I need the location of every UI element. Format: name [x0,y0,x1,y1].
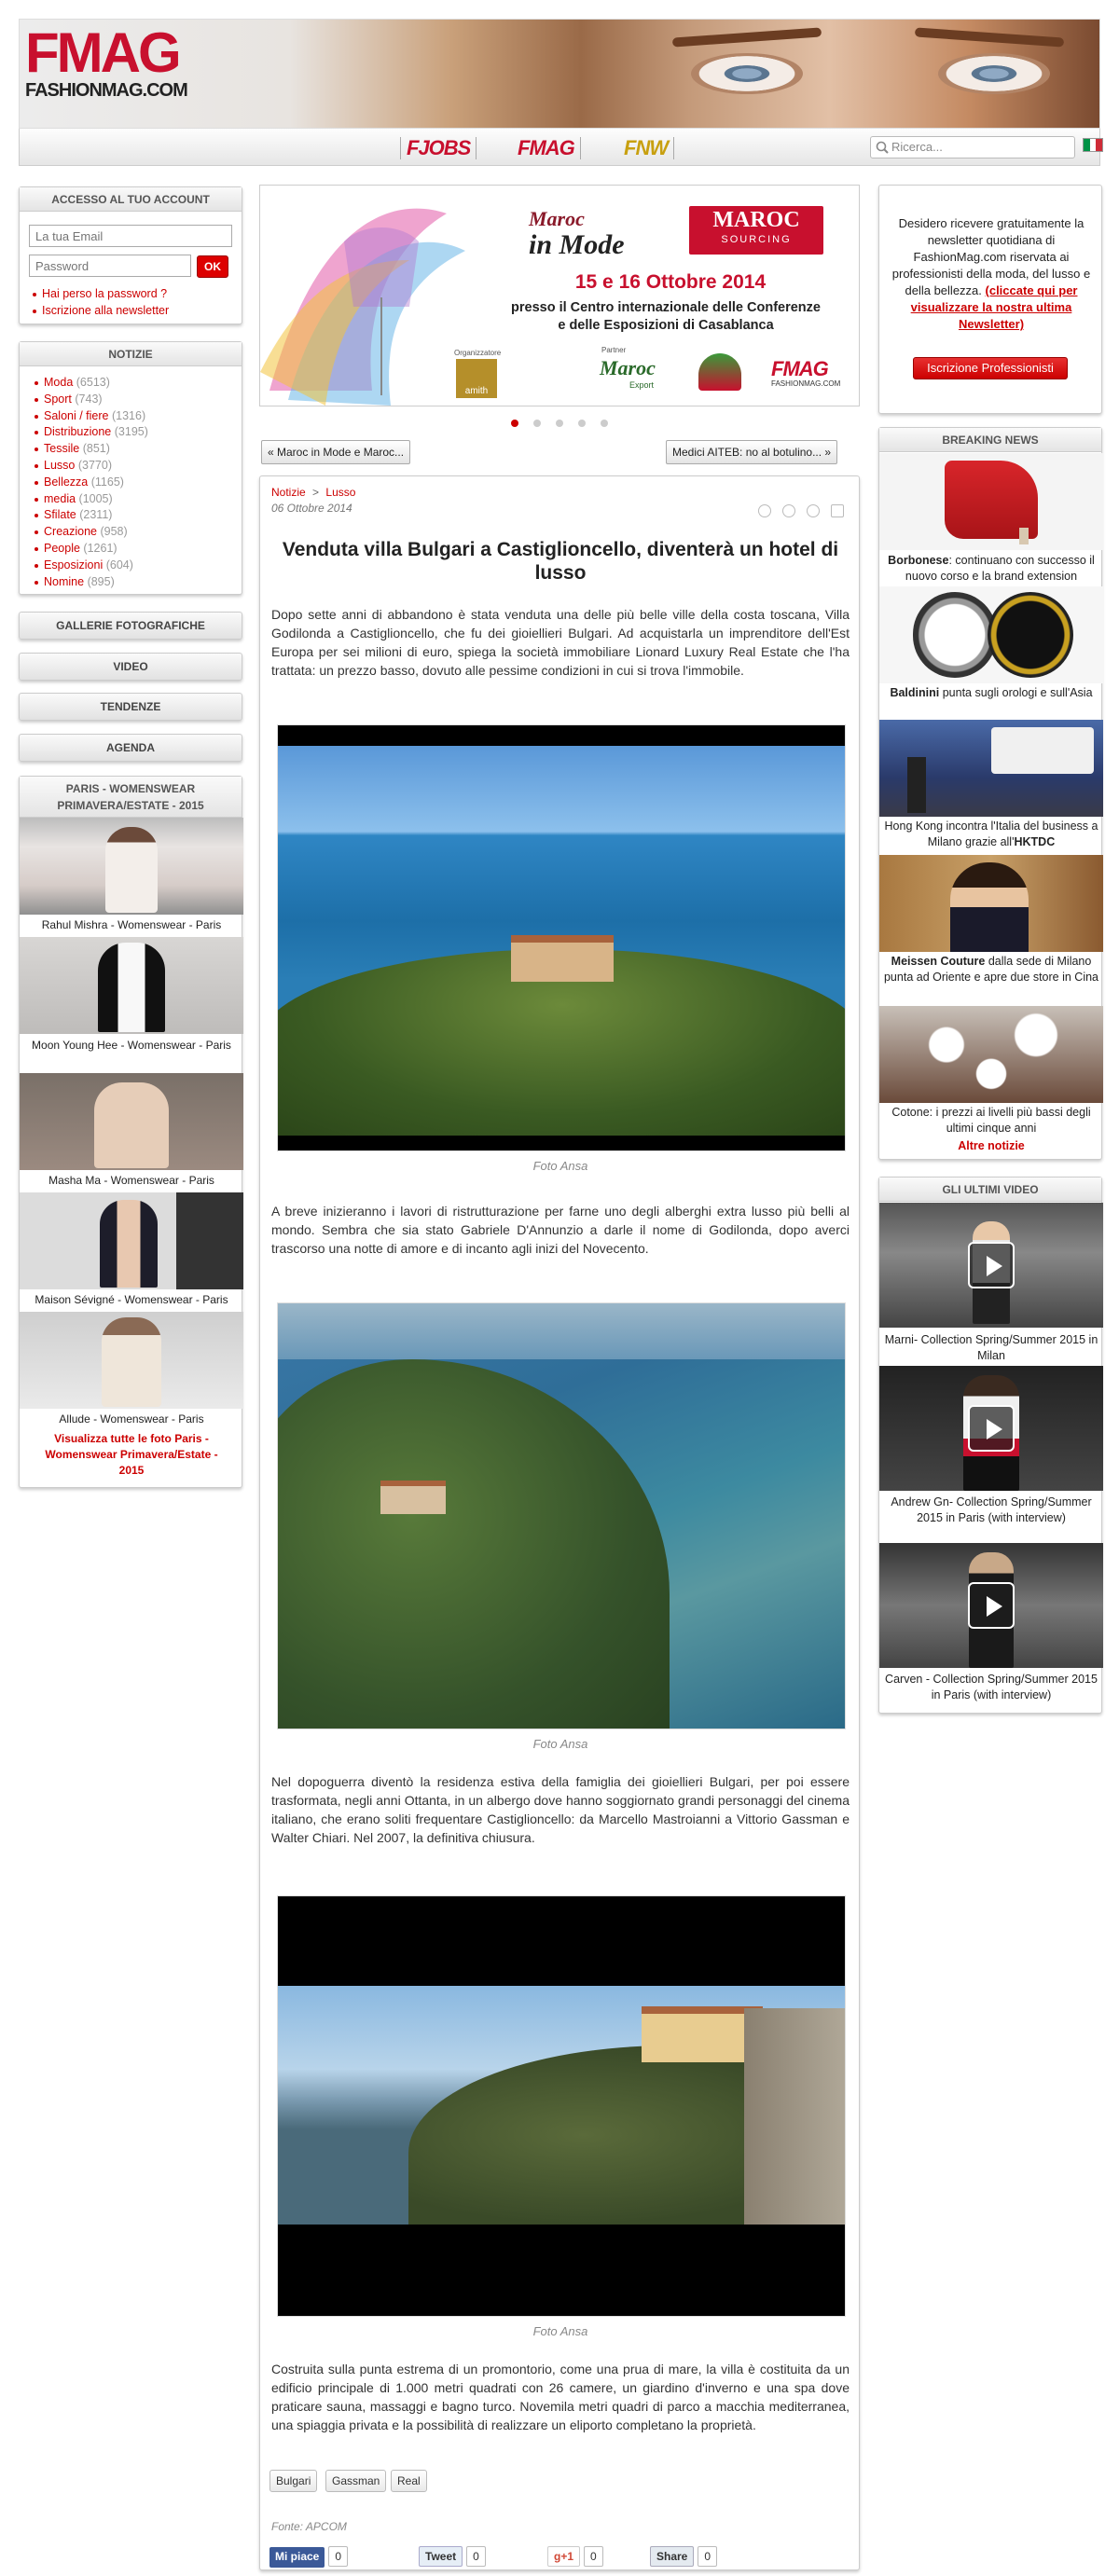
video-caption[interactable]: Carven - Collection Spring/Summer 2015 in Paris (with interview) [885,1673,1098,1701]
article-paragraph-2: A breve inizieranno i lavori di ristrutturazione per farne uno degli alberghi extra lusso più belli al mondo. Sembra che sia stato Gabriele D'Annunzio a darle il nome di Godilonda, dopo averci trascorso una notte di amore e di incanto agli inizi del Novecento. [271,1204,850,1256]
logo-fmag: FMAG [25,21,179,84]
article-photo-3[interactable] [277,1895,846,2317]
venue-line2: e delle Esposizioni di Casablanca [558,318,774,333]
video-caption[interactable]: Marni- Collection Spring/Summer 2015 in Milan [884,1333,1098,1362]
breaking-news-title: BREAKING NEWS [879,428,1101,452]
newsletter-signup-text[interactable]: Iscrizione alla newsletter [42,303,170,317]
bn-text: Hong Kong incontra l'Italia del business a Milano grazie all' [884,820,1098,848]
article-photo-1[interactable] [277,724,846,1151]
category-count: (2311) [79,508,113,522]
newsletter-text [889,215,1094,333]
gallery-thumb[interactable] [20,937,243,1034]
linkedin-share[interactable] [650,2546,717,2567]
prev-article-button[interactable]: « Maroc in Mode e Maroc... [261,440,410,464]
breaking-news-image[interactable] [879,720,1103,817]
nav-fnw[interactable]: FNW [618,137,674,159]
event-banner[interactable] [259,185,860,406]
facebook-like[interactable] [269,2546,348,2567]
photo1-villa [511,935,614,982]
menu-agenda[interactable]: AGENDA [19,734,242,762]
category-label[interactable]: Nomine [44,574,85,588]
category-label[interactable]: Tessile [44,442,80,456]
carousel-dot-active[interactable] [511,420,518,427]
article-paragraph-4: Costruita sulla punta estrema di un promontorio, come una prua di mare, la villa è costituita da un edificio principale di 1.000 metri quadrati con 26 camere, un giardino d'inverno e una spa dove praticare sauna, massaggi e bagno turco. Novemila metri quadri di parco a macchia mediterranea, una spiaggia privata e la possibilità di realizzare un eliporto completano la proprietà. [271,2362,850,2432]
gallery-caption[interactable]: Allude - Womenswear - Paris [59,1412,204,1426]
article-title: Venduta villa Bulgari a Castiglioncello, diventerà un hotel di lusso [282,539,839,584]
nav-fmag[interactable]: FMAG [512,137,581,159]
breaking-news-caption[interactable] [883,1105,1099,1136]
banner-partner-logo: Maroc [600,356,656,379]
linkedin-share-button[interactable]: Share [650,2546,694,2567]
news-category-item[interactable] [31,574,148,591]
venue-line1: presso il Centro internazionale delle Conferenze [511,300,821,315]
banner-fmag-sub: FASHIONMAG.COM [771,379,841,388]
gallery-see-all-link[interactable]: Visualizza tutte le foto Paris - Womenswear Primavera/Estate - 2015 [45,1432,218,1477]
category-count: (1165) [90,475,124,489]
login-ok-button[interactable]: OK [197,255,228,278]
play-icon[interactable] [968,1405,1015,1452]
breadcrumb-news[interactable]: Notizie [271,486,306,499]
category-label[interactable]: Saloni / fiere [44,408,109,422]
account-title: ACCESSO AL TUO ACCOUNT [20,187,242,212]
news-title: NOTIZIE [20,342,242,366]
account-box [19,186,242,324]
google-plus-count: 0 [584,2546,603,2567]
photo2-promontory [277,1359,670,1729]
category-label[interactable]: Lusso [44,458,76,472]
banner-venue [475,299,857,335]
play-icon[interactable] [968,1242,1015,1288]
banner-org-logo: amith [456,359,497,398]
carousel-dot[interactable] [601,420,608,427]
banner-sourcing-logo [689,206,823,255]
category-count: (1261) [83,541,117,555]
breaking-news-image[interactable] [879,453,1103,550]
linkedin-share-count: 0 [698,2546,717,2567]
bn-bold: Borbonese [888,554,949,567]
breaking-news-image[interactable] [879,1006,1103,1103]
carousel-dot[interactable] [578,420,586,427]
video-caption[interactable]: Andrew Gn- Collection Spring/Summer 2015 in Paris (with interview) [891,1495,1092,1524]
article-paragraph-3: Nel dopoguerra diventò la residenza estiva della famiglia dei gioiellieri Bulgari, per poi essere trasformata, negli anni Ottanta, in un albergo dove hanno soggiornato grandi personaggi del cinema italiano, che erano soliti frequentare Castiglioncello: da Marcello Mastroianni a Vittorio Gassman e Walter Chiari. Nel 2007, la definitiva chiusura. [271,1774,850,1845]
gallery-thumb[interactable] [20,1312,243,1409]
header-banner [19,19,1100,129]
site-logo[interactable] [25,21,258,101]
category-label[interactable]: Creazione [44,525,97,539]
article-source: Fonte: APCOM [271,2520,347,2533]
photo-caption-1: Foto Ansa [532,1159,588,1173]
gallery-caption[interactable]: Maison Sévigné - Womenswear - Paris [35,1293,228,1306]
play-icon[interactable] [968,1582,1015,1629]
breaking-news-box [878,427,1102,1160]
forgot-password-link[interactable] [29,286,169,303]
news-category-list [31,375,148,590]
print-icon[interactable] [831,504,844,517]
breaking-news-caption[interactable] [883,553,1099,585]
bn-text: : continuano con successo il nuovo corso e la brand extension [905,554,1095,583]
article [259,475,860,2570]
breaking-news-image[interactable] [879,855,1103,952]
article-paragraph-1: Dopo sette anni di abbandono è stata venduta una delle più belle ville della costa toscana, Villa Godilonda a Castiglioncello, che fu dei gioiellieri Bulgari. Ad acquistarla un imprenditore dell'Est Europa per sei milioni di euro, spiega la società immobiliare Lionard Luxury Real Estate che l'ha trattata: un prezzo basso, dovuto alle pessime condizioni in cui si trova l'immobile. [271,607,850,678]
top-nav [19,129,1100,166]
carousel-dot[interactable] [533,420,541,427]
latest-videos-box [878,1177,1102,1714]
eyebrow-right [915,27,1064,47]
category-count: (3770) [77,458,112,472]
news-category-item[interactable] [31,441,148,458]
gallery-caption[interactable]: Masha Ma - Womenswear - Paris [48,1174,214,1187]
newsletter-description: Desidero ricevere gratuitamente la newsletter quotidiana di FashionMag.com riservata ai professionisti della moda, del lusso e della bellezza. [891,216,1091,297]
video-thumb[interactable] [879,1203,1103,1328]
gallery-caption[interactable]: Rahul Mishra - Womenswear - Paris [41,918,222,931]
bn-bold: Meissen Couture [891,955,986,968]
professional-signup-button[interactable]: Iscrizione Professionisti [913,357,1068,379]
gallery-box [19,776,242,1488]
sourcing-title: MAROC [712,208,800,232]
category-count: (958) [100,525,128,539]
gallery-thumb[interactable] [20,818,243,915]
news-category-item[interactable] [31,524,148,541]
banner-partner-sub: Export [629,380,655,390]
category-count: (1005) [78,491,113,505]
menu-trends[interactable]: TENDENZE [19,693,242,721]
facebook-like-count: 0 [328,2546,348,2567]
eyebrow-left [672,27,822,47]
category-label[interactable]: Sfilate [44,508,76,522]
tag-gassman[interactable]: Gassman [325,2470,386,2492]
newsletter-signup-link[interactable] [29,303,169,320]
video-thumb[interactable] [879,1543,1103,1668]
news-category-item[interactable] [31,507,148,524]
font-size-icon[interactable] [758,504,771,517]
banner-partner-label: Partner [601,346,627,354]
category-count: (851) [82,442,110,456]
search-input[interactable]: Ricerca... [870,136,1075,158]
breadcrumb-separator: > [312,486,320,499]
photo2-villa [380,1481,446,1514]
banner-brand [529,204,625,258]
bn-text: Cotone: i prezzi ai livelli più bassi degli ultimi cinque anni [891,1106,1091,1135]
menu-video[interactable]: VIDEO [19,653,242,681]
twitter-tweet[interactable] [419,2546,486,2567]
news-box [19,341,242,595]
banner-date: 15 e 16 Ottobre 2014 [574,271,767,293]
breadcrumb [271,486,355,499]
photo3-rock [744,2008,846,2225]
newsletter-box [878,185,1102,414]
facebook-like-button[interactable]: Mi piace [269,2547,325,2568]
category-label[interactable]: Sport [44,392,72,406]
banner-ministry-logo [698,353,741,391]
breaking-news-caption[interactable] [883,819,1099,850]
category-label[interactable]: Moda [44,376,74,389]
news-category-item[interactable] [31,408,148,425]
nav-fjobs[interactable]: FJOBS [400,137,477,159]
news-category-item[interactable] [31,491,148,508]
gallery-thumb[interactable] [20,1192,243,1289]
carousel-dot[interactable] [556,420,563,427]
italian-flag-icon[interactable] [1083,138,1103,152]
tweet-count: 0 [466,2546,486,2567]
banner-swirl-graphic [260,186,475,406]
category-count: (604) [105,558,133,572]
breaking-news-caption[interactable] [883,954,1099,985]
password-field[interactable] [29,255,191,277]
news-category-item[interactable] [31,541,148,558]
logo-fashionmag: FASHIONMAG.COM [25,80,187,101]
bn-bold: Baldinini [890,686,940,699]
category-label[interactable]: Esposizioni [44,558,104,572]
article-date: 06 Ottobre 2014 [271,502,352,515]
category-count: (743) [75,392,103,406]
category-count: (3195) [114,425,148,439]
next-article-button[interactable]: Medici AITEB: no al botulino... » [666,440,837,464]
email-icon[interactable] [807,504,820,517]
tag-real[interactable]: Real [391,2470,427,2492]
category-label[interactable]: People [44,541,80,555]
google-plus-button[interactable]: g+1 [547,2546,580,2567]
search-icon [876,141,889,154]
category-count: (6513) [76,376,110,389]
eye-right [938,53,1050,94]
category-label[interactable]: media [44,491,76,505]
banner-brand-line2: in Mode [529,229,625,260]
more-news-link[interactable]: Altre notizie [958,1139,1025,1152]
article-photo-2[interactable] [277,1302,846,1729]
breadcrumb-luxury[interactable]: Lusso [325,486,356,499]
category-label[interactable]: Bellezza [44,475,89,489]
zoom-icon[interactable] [782,504,795,517]
gallery-caption[interactable]: Moon Young Hee - Womenswear - Paris [32,1039,231,1052]
tag-bulgari[interactable]: Bulgari [269,2470,317,2492]
breaking-news-caption[interactable] [883,685,1099,701]
news-category-item[interactable] [31,475,148,491]
forgot-password-text[interactable]: Hai perso la password ? [42,287,168,300]
category-label[interactable]: Distribuzione [44,425,112,439]
google-plus[interactable] [547,2546,603,2567]
news-category-item[interactable] [31,424,148,441]
bn-bold: HKTDC [1014,835,1056,848]
category-count: (895) [87,574,115,588]
breaking-news-image[interactable] [879,586,1103,683]
news-category-item[interactable] [31,392,148,408]
photo-caption-3: Foto Ansa [532,2324,588,2338]
bn-text: punta sugli orologi e sull'Asia [939,686,1093,699]
email-field[interactable] [29,225,232,247]
banner-org-label: Organizzatore [454,349,502,357]
video-thumb[interactable] [879,1366,1103,1491]
eye-left [691,53,803,94]
sourcing-sub: SOURCING [721,234,792,245]
banner-fmag-logo: FMAG [771,357,828,380]
gallery-thumb[interactable] [20,1073,243,1170]
latest-videos-title: GLI ULTIMI VIDEO [879,1178,1101,1202]
banner-brand-line1: Maroc [529,207,585,230]
photo-caption-2: Foto Ansa [532,1737,588,1751]
news-category-item[interactable] [31,458,148,475]
bn-text: dalla sede di Milano punta ad Oriente e apre due store in Cina [883,955,1098,984]
tweet-button[interactable]: Tweet [419,2546,463,2567]
news-category-item[interactable] [31,375,148,392]
category-count: (1316) [111,408,146,422]
news-category-item[interactable] [31,558,148,574]
photo2-horizon [278,1303,846,1359]
newsletter-last-link[interactable]: (cliccate qui per visualizzare la nostra ultima Newsletter) [910,283,1078,331]
gallery-title: PARIS - WOMENSWEAR PRIMAVERA/ESTATE - 2015 [20,777,242,818]
menu-photo-galleries[interactable]: GALLERIE FOTOGRAFICHE [19,612,242,640]
